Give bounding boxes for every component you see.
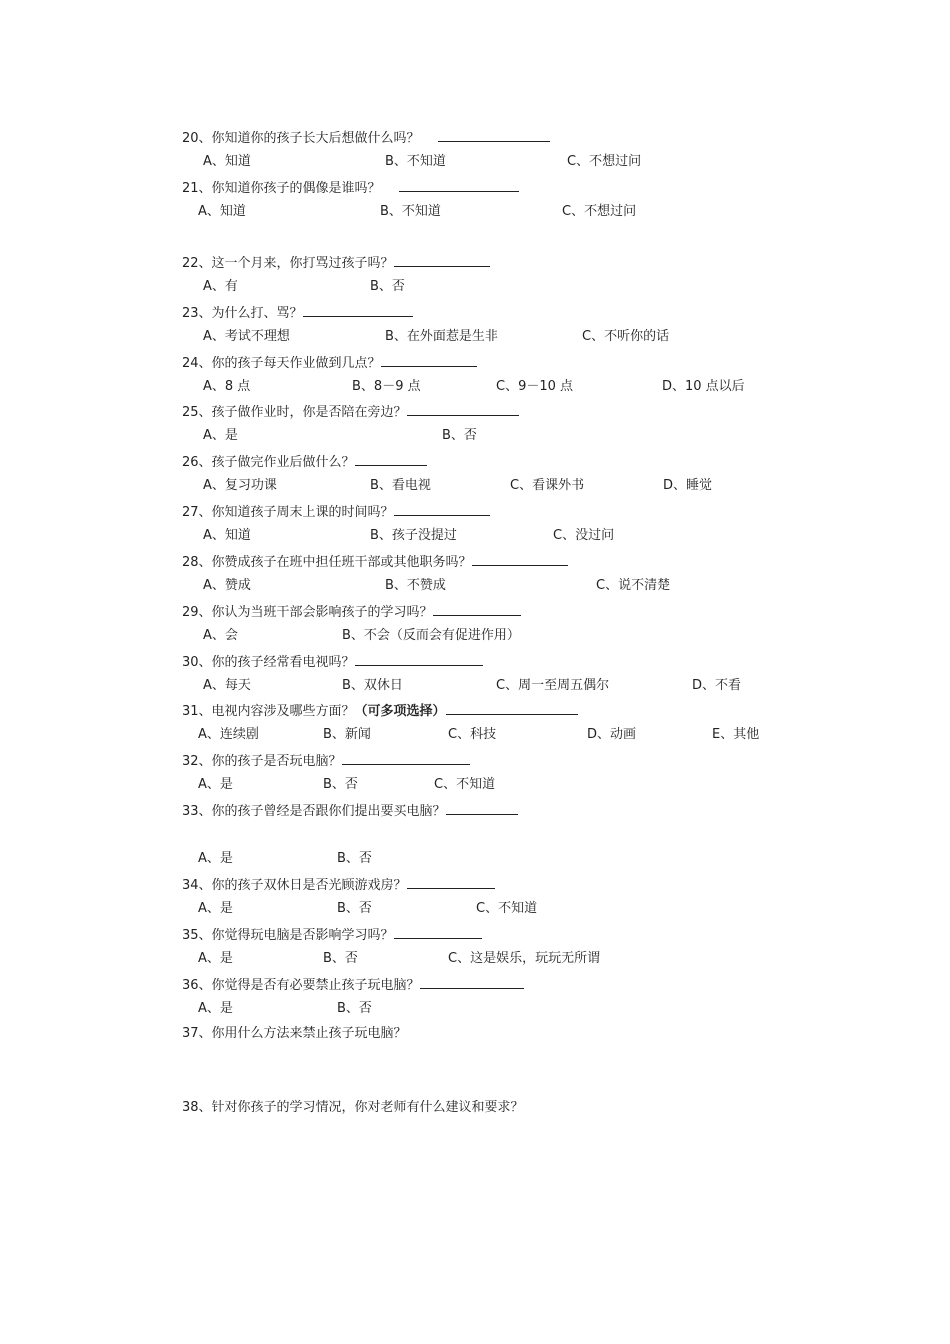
option[interactable]: B、在外面惹是生非 <box>385 329 498 344</box>
option[interactable]: D、不看 <box>692 678 742 693</box>
question-38 <box>182 1099 524 1117</box>
question-text: 21、你知道你孩子的偶像是谁吗？ <box>182 181 381 196</box>
question-text: 30、你的孩子经常看电视吗？ <box>182 655 355 670</box>
question-text: 23、为什么打、骂？ <box>182 306 303 321</box>
option[interactable]: A、每天 <box>203 678 251 693</box>
question-31 <box>182 701 578 721</box>
question-32 <box>182 751 470 771</box>
answer-blank[interactable] <box>446 801 518 815</box>
option[interactable]: B、否 <box>323 777 358 792</box>
option[interactable]: C、不想过问 <box>562 204 637 219</box>
answer-blank[interactable] <box>399 178 519 192</box>
option[interactable]: A、知道 <box>198 204 246 219</box>
option[interactable]: B、否 <box>337 901 372 916</box>
answer-blank[interactable] <box>381 353 477 367</box>
question-text: 27、你知道孩子周末上课的时间吗？ <box>182 505 394 520</box>
option[interactable]: B、否 <box>323 951 358 966</box>
answer-blank[interactable] <box>472 552 568 566</box>
option[interactable]: B、否 <box>442 428 477 443</box>
option[interactable]: D、睡觉 <box>663 478 713 493</box>
question-30 <box>182 652 483 672</box>
option[interactable]: A、8 点 <box>203 379 251 394</box>
answer-blank[interactable] <box>407 402 519 416</box>
option[interactable]: B、否 <box>337 1001 372 1016</box>
question-text: 22、这一个月来，你打骂过孩子吗？ <box>182 256 394 271</box>
option[interactable]: C、不想过问 <box>567 154 642 169</box>
question-20 <box>182 128 550 148</box>
option[interactable]: A、是 <box>198 851 233 866</box>
answer-blank[interactable] <box>303 303 413 317</box>
option[interactable]: A、赞成 <box>203 578 251 593</box>
option[interactable]: A、复习功课 <box>203 478 277 493</box>
option[interactable]: A、会 <box>203 628 238 643</box>
option[interactable]: A、知道 <box>203 154 251 169</box>
option[interactable]: A、是 <box>198 1001 233 1016</box>
option[interactable]: A、是 <box>198 951 233 966</box>
question-36 <box>182 975 524 995</box>
option[interactable]: A、是 <box>198 777 233 792</box>
question-29 <box>182 602 521 622</box>
question-34 <box>182 875 495 895</box>
question-26 <box>182 452 427 472</box>
answer-blank[interactable] <box>355 652 483 666</box>
option[interactable]: C、不听你的话 <box>582 329 670 344</box>
question-text: 28、你赞成孩子在班中担任班干部或其他职务吗？ <box>182 555 472 570</box>
option[interactable]: B、不会（反而会有促进作用） <box>342 628 520 643</box>
answer-blank[interactable] <box>407 875 495 889</box>
option[interactable]: D、动画 <box>587 727 637 742</box>
question-text: 35、你觉得玩电脑是否影响学习吗？ <box>182 928 394 943</box>
option[interactable]: A、考试不理想 <box>203 329 290 344</box>
question-text: 33、你的孩子曾经是否跟你们提出要买电脑？ <box>182 804 446 819</box>
question-23 <box>182 303 413 323</box>
question-22 <box>182 253 490 273</box>
question-text: 37、你用什么方法来禁止孩子玩电脑？ <box>182 1026 407 1041</box>
question-text: 31、电视内容涉及哪些方面？ <box>182 704 355 719</box>
option[interactable]: A、连续剧 <box>198 727 259 742</box>
answer-blank[interactable] <box>438 128 550 142</box>
question-text: 25、孩子做作业时，你是否陪在旁边？ <box>182 405 407 420</box>
option[interactable]: B、否 <box>370 279 405 294</box>
multi-select-note: （可多项选择） <box>354 704 446 719</box>
option[interactable]: E、其他 <box>712 727 760 742</box>
answer-blank[interactable] <box>446 701 578 715</box>
option[interactable]: B、孩子没提过 <box>370 528 457 543</box>
option[interactable]: B、不知道 <box>380 204 441 219</box>
option[interactable]: C、周一至周五偶尔 <box>496 678 610 693</box>
question-28 <box>182 552 568 572</box>
answer-blank[interactable] <box>394 502 490 516</box>
option[interactable]: D、10 点以后 <box>662 379 745 394</box>
option[interactable]: C、科技 <box>448 727 497 742</box>
answer-blank[interactable] <box>420 975 524 989</box>
question-33 <box>182 801 518 821</box>
option[interactable]: C、没过问 <box>553 528 615 543</box>
question-35 <box>182 925 482 945</box>
question-27 <box>182 502 490 522</box>
question-text: 38、针对你孩子的学习情况，你对老师有什么建议和要求？ <box>182 1100 524 1115</box>
answer-blank[interactable] <box>342 751 470 765</box>
option[interactable]: B、双休日 <box>342 678 403 693</box>
option[interactable]: B、不赞成 <box>385 578 446 593</box>
option[interactable]: C、9－10 点 <box>496 379 574 394</box>
option[interactable]: B、不知道 <box>385 154 446 169</box>
question-text: 32、你的孩子是否玩电脑？ <box>182 754 342 769</box>
option[interactable]: A、是 <box>198 901 233 916</box>
question-text: 20、你知道你的孩子长大后想做什么吗？ <box>182 131 420 146</box>
question-text: 24、你的孩子每天作业做到几点？ <box>182 356 381 371</box>
question-text: 34、你的孩子双休日是否光顾游戏房？ <box>182 878 407 893</box>
option[interactable]: C、看课外书 <box>510 478 585 493</box>
question-21 <box>182 178 519 198</box>
question-text: 29、你认为当班干部会影响孩子的学习吗？ <box>182 605 433 620</box>
question-24 <box>182 353 477 373</box>
option[interactable]: A、知道 <box>203 528 251 543</box>
option[interactable]: A、有 <box>203 279 238 294</box>
question-text: 26、孩子做完作业后做什么？ <box>182 455 355 470</box>
option[interactable]: C、不知道 <box>476 901 538 916</box>
answer-blank[interactable] <box>433 602 521 616</box>
option[interactable]: B、新闻 <box>323 727 371 742</box>
option[interactable]: C、不知道 <box>434 777 496 792</box>
answer-blank[interactable] <box>394 253 490 267</box>
question-text: 36、你觉得是否有必要禁止孩子玩电脑？ <box>182 978 420 993</box>
question-25 <box>182 402 519 422</box>
answer-blank[interactable] <box>355 452 427 466</box>
option[interactable]: C、说不清楚 <box>596 578 671 593</box>
option[interactable]: C、这是娱乐，玩玩无所谓 <box>448 951 601 966</box>
question-37 <box>182 1025 407 1043</box>
option[interactable]: A、是 <box>203 428 238 443</box>
option[interactable]: B、否 <box>337 851 372 866</box>
answer-blank[interactable] <box>394 925 482 939</box>
option[interactable]: B、看电视 <box>370 478 431 493</box>
option[interactable]: B、8－9 点 <box>352 379 421 394</box>
